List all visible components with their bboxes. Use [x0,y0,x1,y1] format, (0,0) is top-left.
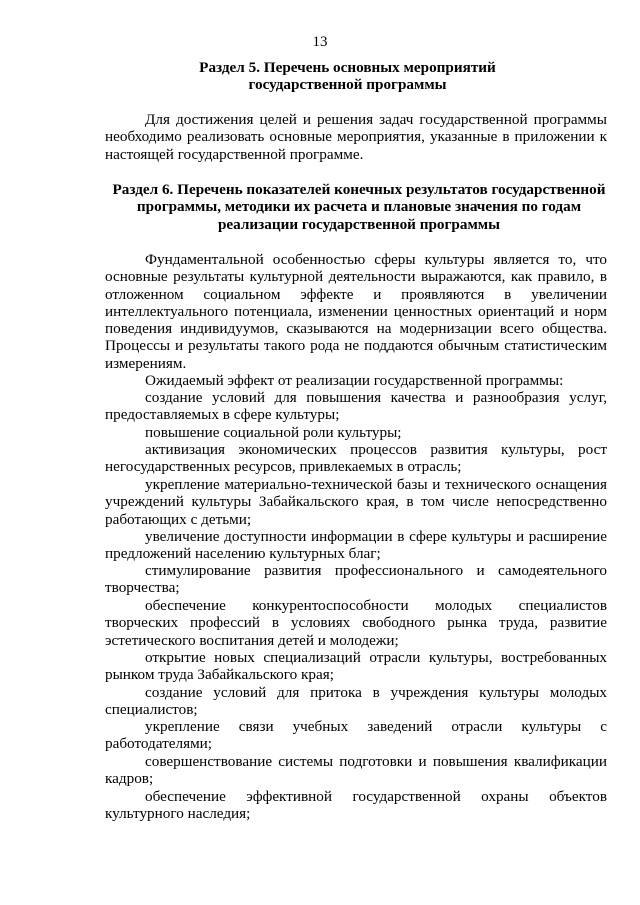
effect-item: открытие новых специализаций отрасли культуры, востребованных рынком труда Забайкальского края; [105,649,607,684]
section6-title: Раздел 6. Перечень показателей конечных результатов государственной программы, методики их расчета и плановые значения по годам реализации государственной программы [112,181,606,233]
effect-item: повышение социальной роли культуры; [145,424,402,441]
effect-item: создание условий для притока в учреждения культуры молодых специалистов; [105,684,607,719]
effect-item: создание условий для повышения качества и разнообразия услуг, предоставляемых в сфере культуры; [105,389,607,424]
page-number: 13 [312,34,328,50]
effect-item: активизация экономических процессов развития культуры, рост негосударственных ресурсов, привлекаемых в отрасль; [105,441,607,476]
section5-title: Раздел 5. Перечень основных мероприятий государственной программы [199,59,496,94]
effect-item: стимулирование развития профессионального и самодеятельного творчества; [105,562,607,597]
section6-intro-paragraph: Фундаментальной особенностью сферы культуры является то, что основные результаты культурной деятельности выражаются, как правило, в отложенном социальном эффекте и проявляются в увеличении интеллектуального потенциала, изменении ценностных ориентаций и норм поведения индивидуумов, сказываются на модернизации всего общества. Процессы и результаты такого рода не поддаются обычным статистическим измерениям. [105,251,607,372]
effect-item: обеспечение эффективной государственной охраны объектов культурного наследия; [105,788,607,823]
expected-effect-lead: Ожидаемый эффект от реализации государственной программы: [145,372,564,389]
section5-paragraph: Для достижения целей и решения задач государственной программы необходимо реализовать основные мероприятия, указанные в приложении к настоящей государственной программе. [105,111,607,163]
effect-item: увеличение доступности информации в сфере культуры и расширение предложений населению культурных благ; [105,528,607,563]
effect-item: укрепление материально-технической базы и технического оснащения учреждений культуры Забайкальского края, в том числе непосредственно работающих с детьми; [105,476,607,528]
effect-item: обеспечение конкурентоспособности молодых специалистов творческих профессий в условиях свободного рынка труда, развитие эстетического воспитания детей и молодежи; [105,597,607,649]
effect-item: укрепление связи учебных заведений отрасли культуры с работодателями; [105,718,607,753]
effect-item: совершенствование системы подготовки и повышения квалификации кадров; [105,753,607,788]
